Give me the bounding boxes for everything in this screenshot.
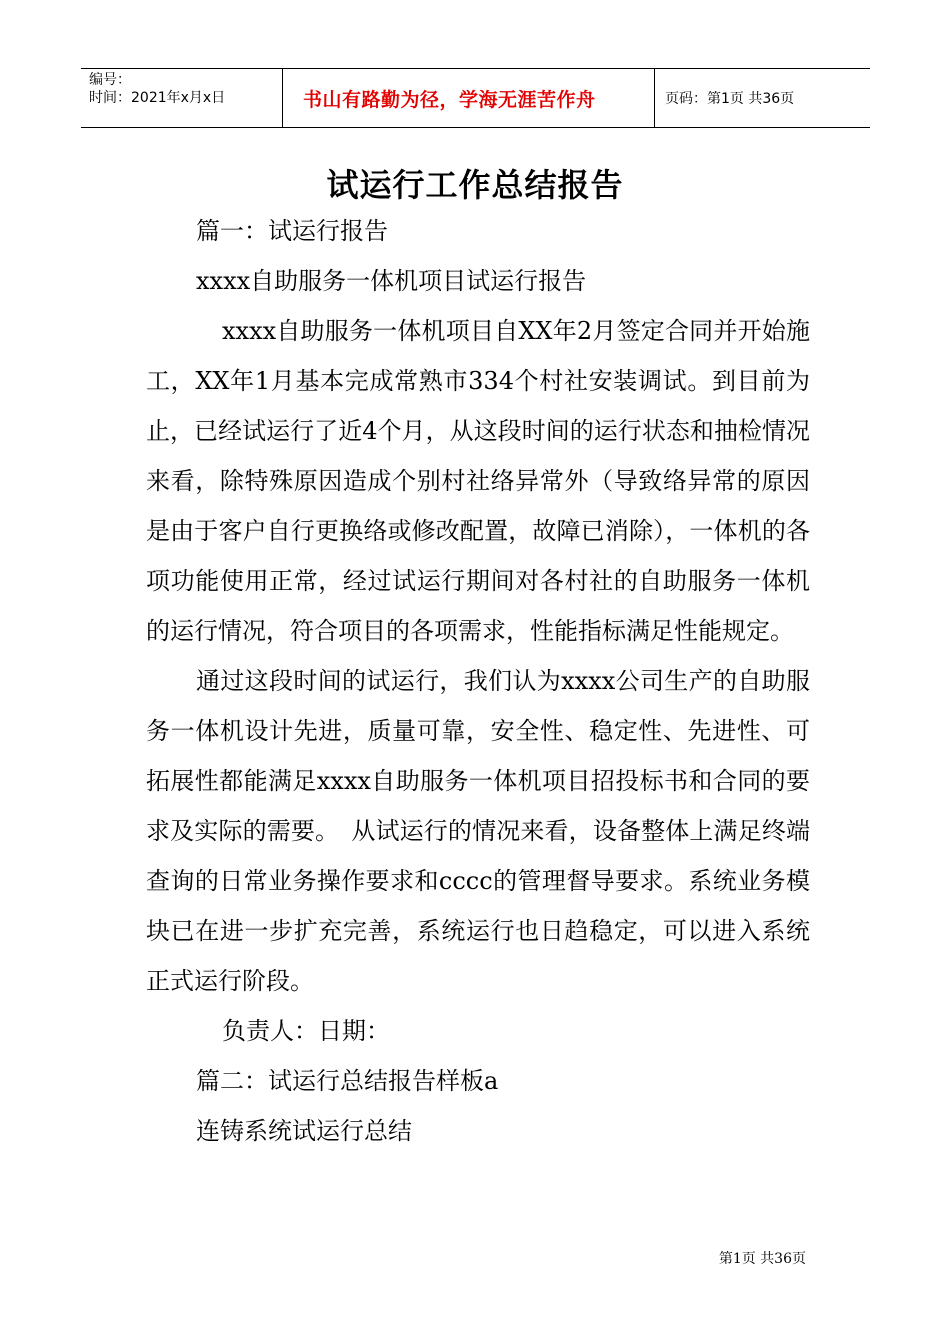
part1-subtitle: xxxx自助服务一体机项目试运行报告 bbox=[196, 267, 587, 295]
paragraph-1: xxxx自助服务一体机项目自XX年2月签定合同并开始施工，XX年1月基本完成常熟市334个村社安装调试。到目前为止，已经试运行了近4个月，从这段时间的运行状态和抽检情况来看，除特殊原因造成个别村社络异常外（导致络异常的原因是由于客户自行更换络或修改配置，故障已消除），一体机的各项功能使用正常，经过试运行期间对各村社的自助服务一体机的运行情况，符合项目的各项需求，性能指标满足性能规定。 bbox=[146, 317, 810, 645]
header-page-cell bbox=[655, 69, 870, 127]
header-motto-cell bbox=[282, 69, 655, 127]
part2-heading: 篇二：试运行总结报告样板a bbox=[196, 1067, 499, 1095]
page-label: 页码：第1页 共36页 bbox=[665, 91, 795, 107]
header-table bbox=[81, 68, 870, 128]
header-left-cell bbox=[81, 69, 282, 127]
document-title: 试运行工作总结报告 bbox=[326, 166, 624, 204]
time-label: 时间：2021年x月x日 bbox=[89, 90, 226, 106]
document-body bbox=[146, 206, 810, 1156]
motto-text: 书山有路勤为径，学海无涯苦作舟 bbox=[303, 88, 596, 111]
paragraph-2: 通过这段时间的试运行，我们认为xxxx公司生产的自助服务一体机设计先进，质量可靠，安全性、稳定性、先进性、可拓展性都能满足xxxx自助服务一体机项目招投标书和合同的要求及实际的需要。 从试运行的情况来看，设备整体上满足终端查询的日常业务操作要求和cccc的管理督导要求。系统业务模块已在进一步扩充完善，系统运行也日趋稳定，可以进入系统正式运行阶段。 bbox=[146, 667, 810, 995]
part2-subtitle: 连铸系统试运行总结 bbox=[196, 1117, 412, 1145]
page-footer: 第1页 共36页 bbox=[718, 1251, 806, 1267]
part1-heading: 篇一：试运行报告 bbox=[196, 217, 388, 245]
signature-line: 负责人：日期： bbox=[222, 1017, 390, 1045]
number-label: 编号： bbox=[89, 72, 131, 88]
